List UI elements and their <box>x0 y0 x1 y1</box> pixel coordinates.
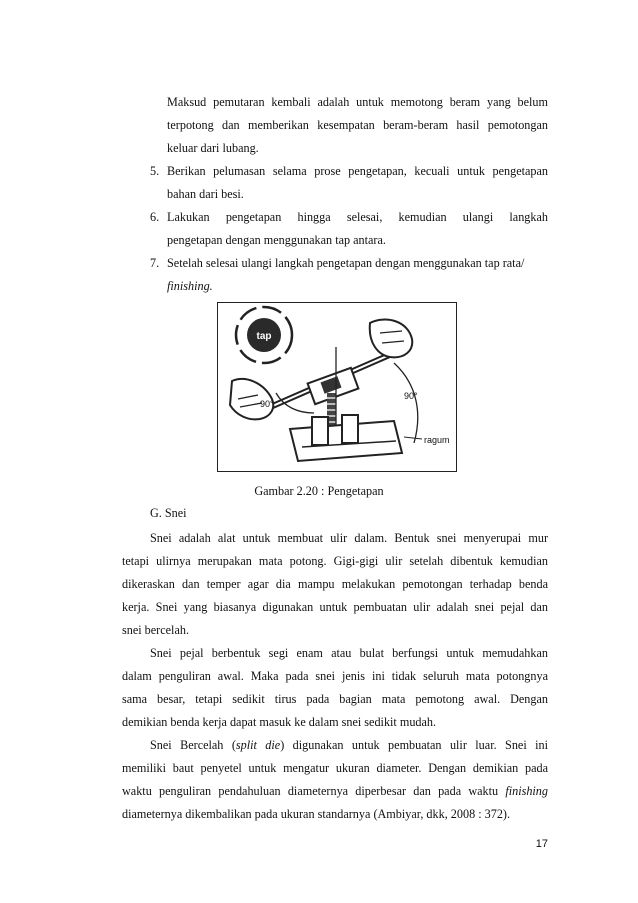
tapping-illustration <box>218 303 456 471</box>
angle-arc-right <box>394 363 418 443</box>
figure-caption: Gambar 2.20 : Pengetapan <box>254 484 384 498</box>
paragraph-1-line-2: tetapi ulirnya merupakan mata potong. Gigi-gigi ulir setelah dibentuk kemudian <box>122 554 548 568</box>
paragraph-1-line-1: Snei adalah alat untuk membuat ulir dalam. Bentuk snei menyerupai mur <box>150 531 548 545</box>
paragraph-2-line-1: Snei pejal berbentuk segi enam atau bulat berfungsi untuk memudahkan <box>150 646 548 660</box>
vise-jaw-right <box>342 415 358 443</box>
angle-label-right: 90° <box>404 391 418 401</box>
list-continuation-line-2: terpotong dan memberikan kesempatan beram-beram hasil pemotongan <box>167 118 548 132</box>
list-continuation-line-3: keluar dari lubang. <box>167 141 259 155</box>
paragraph-1-line-4: kerja. Snei yang biasanya digunakan untuk pembuatan ulir adalah snei pejal dan <box>122 600 548 614</box>
right-hand <box>370 320 413 358</box>
paragraph-3-line-3 <box>122 783 548 799</box>
list-item-number-5: 5. <box>150 164 160 178</box>
paragraph-2-line-3: sama besar, tetapi sedikit tirus pada bagian mata pemotong awal. Dengan <box>122 692 548 706</box>
vise-jaw-left <box>312 417 328 445</box>
paragraph-3-line-1-after: ) digunakan untuk pembuatan ulir luar. Snei ini <box>280 738 549 752</box>
paragraph-3-line-3-before: waktu penguliran pendahuluan diameternya diperbesar dan pada waktu <box>122 784 506 798</box>
tapping-figure <box>217 302 457 472</box>
list-item-5-line-2: bahan dari besi. <box>167 187 244 201</box>
section-heading: G. Snei <box>150 506 187 520</box>
paragraph-3-line-1-before: Snei Bercelah ( <box>150 738 236 752</box>
list-item-5-line-1: Berikan pelumasan selama prose pengetapan, kecuali untuk pengetapan <box>167 164 548 178</box>
split-die-term: split die <box>235 738 281 752</box>
paragraph-3-line-4: diameternya dikembalikan pada ukuran standarnya (Ambiyar, dkk, 2008 : 372). <box>122 807 511 821</box>
list-item-number-6: 6. <box>150 210 160 224</box>
list-item-number-7: 7. <box>150 256 160 270</box>
tap-label: tap <box>256 331 272 342</box>
page-number: 17 <box>535 838 548 850</box>
list-item-6-line-1: Lakukan pengetapan hingga selesai, kemudian ulangi langkah <box>167 210 548 224</box>
paragraph-3-line-1 <box>150 737 548 753</box>
paragraph-2-line-2: dalam penguliran awal. Maka pada snei jenis ini tidak seluruh mata potongnya <box>122 669 548 683</box>
angle-label-left: 90° <box>260 399 274 409</box>
paragraph-2-line-4: demikian benda kerja dapat masuk ke dalam snei sedikit mudah. <box>122 715 437 729</box>
paragraph-3-line-2: memiliki baut penyetel untuk mengatur ukuran diameter. Dengan demikian pada <box>122 761 548 775</box>
paragraph-1-line-5: snei bercelah. <box>122 623 189 637</box>
list-item-6-line-2: pengetapan dengan menggunakan tap antara. <box>167 233 386 247</box>
list-item-7-line-1: Setelah selesai ulangi langkah pengetapan dengan menggunakan tap rata/ <box>167 256 525 270</box>
list-item-7-line-2: finishing. <box>167 279 213 293</box>
finishing-term: finishing <box>505 784 548 798</box>
vise-label: ragum <box>424 435 450 445</box>
paragraph-1-line-3: dikeraskan dan temper agar dia mampu melakukan pemotongan terhadap benda <box>122 577 548 591</box>
list-continuation-line-1: Maksud pemutaran kembali adalah untuk memotong beram yang belum <box>167 95 548 109</box>
